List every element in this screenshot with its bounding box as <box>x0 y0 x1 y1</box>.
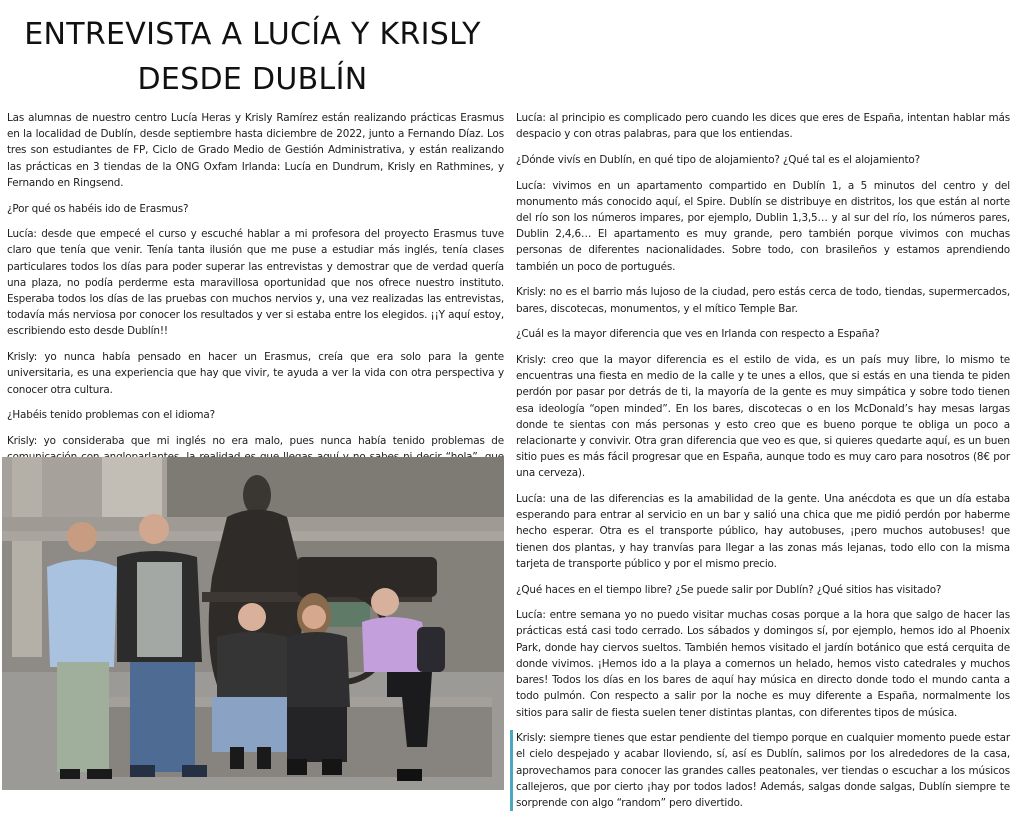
answer-lucia-differences: Lucía: una de las diferencias es la amabilidad de la gente. Una anécdota es que un día estaba esperando para entrar al servicio en un bar y salió una chica que me pidió perdón por haberme hecho esperar. Otra es el transporte público, hay autobuses, ¡pero muchos autobuses! que tienen dos plantas, y hay tranvías para llegar a las zonas más lejanas, todo ello con la misma tarjeta de transporte público y por el mismo precio. <box>516 493 1010 570</box>
question-language: ¿Habéis tenido problemas con el idioma? <box>7 409 215 422</box>
title-line-1: ENTREVISTA A LUCÍA Y KRISLY <box>24 17 481 52</box>
question-differences: ¿Cuál es la mayor diferencia que ves en Irlanda con respecto a España? <box>516 328 880 341</box>
group-photo <box>2 457 504 790</box>
answer-lucia-language: Lucía: al principio es complicado pero cuando les dices que eres de España, intentan hablar más despacio y con otras palabras, para que los entiendas. <box>516 112 1010 141</box>
answer-lucia-free-time: Lucía: entre semana yo no puedo visitar muchas cosas porque a la hora que salgo de hacer las prácticas está casi todo cerrado. Los sábados y domingos sí, por ejemplo, hemos ido al Phoenix Park, donde hay ciervos sueltos. También hemos visitado el jardín botánico que está cerquita de donde vivimos. ¡Hemos ido a la playa a comernos un helado, hemos visto catedrales y muchos bares! Todos los días en los bares de aquí hay música en directo donde todo el mundo canta a todo pulmón. Con respecto a salir por la noche es muy diferente a España, normalmente los sitios para salir de fiesta suelen tener distintas plantas, con diferentes tipos de música. <box>516 609 1010 719</box>
intro-paragraph: Las alumnas de nuestro centro Lucía Heras y Krisly Ramírez están realizando prácticas Erasmus en la localidad de Dublín, desde septiembre hasta diciembre de 2022, junto a Fernando Díaz. Los tres son estudiantes de FP, Ciclo de Grado Medio de Gestión Administrativa, y están realizando las prácticas en 3 tiendas de la ONG Oxfam Irlanda: Lucía en Dundrum, Krisly en Rathmines, y Fernando en Ringsend. <box>7 112 504 189</box>
question-why-erasmus: ¿Por qué os habéis ido de Erasmus? <box>7 202 189 215</box>
answer-lucia-accommodation: Lucía: vivimos en un apartamento compartido en Dublín 1, a 5 minutos del centro y del monumento más conocido aquí, el Spire. Dublín se distribuye en distritos, los que están al norte del río son los números impares, por ejemplo, Dublin 1,3,5… y al sur del río, los números pares, Dublin 2,4,6… El apartamento es muy grande, pero también porque vivimos con muchas personas de diferentes nacionalidades. Sobre todo, con brasileños y estamos aprendiendo también un poco de portugués. <box>516 179 1010 273</box>
answer-krisly-differences: Krisly: creo que la mayor diferencia es el estilo de vida, es un país muy libre, lo mismo te encuentras una fiesta en medio de la calle y te unes a ellos, que si estás en una tienda te piden perdón por pasar por detrás de ti, la mayoría de la gente es muy simpática y sobre todo tienen esa ideología “open minded”. En los bares, discotecas o en los McDonald’s hay mesas largas donde te sientas con más personas y esto creo que es bueno porque te obliga un poco a relacionarte y convivir. Otra gran diferencia que veo es que, si quieres quedarte aquí, es un buen sitio pues es más fácil progresar que en España, aunque todo es muy caro para nosotros (8€ por una cerveza). <box>516 353 1010 480</box>
question-free-time: ¿Qué haces en el tiempo libre? ¿Se puede salir por Dublín? ¿Qué sitios has visitado? <box>516 583 942 596</box>
question-accommodation: ¿Dónde vivís en Dublín, en qué tipo de alojamiento? ¿Qué tal es el alojamiento? <box>516 153 920 166</box>
answer-krisly-accommodation: Krisly: no es el barrio más lujoso de la ciudad, pero estás cerca de todo, tiendas, supermercados, bares, discotecas, monumentos, y el mítico Temple Bar. <box>516 286 1010 315</box>
title-line-2: DESDE DUBLÍN <box>137 62 368 97</box>
right-column <box>516 110 1010 821</box>
article-title <box>0 12 505 102</box>
answer-lucia-why-erasmus: Lucía: desde que empecé el curso y escuché hablar a mi profesora del proyecto Erasmus tuve claro que tenía que venir. Tenía tanta ilusión que me puse a estudiar más inglés, tenía clases particulares todos los días para poder superar las entrevistas y demostrar que de verdad quería una plaza, no podía perderme esta maravillosa oportunidad que nos ofrece nuestro instituto. Esperaba todos los días de las pruebas con muchos nervios y, una vez realizadas las entrevistas, todavía más nerviosa por conocer los resultados y ver si estaba entre los elegidos. ¡¡Y aquí estoy, escribiendo esto desde Dublín!! <box>7 228 504 338</box>
answer-krisly-why-erasmus: Krisly: yo nunca había pensado en hacer un Erasmus, creía que era solo para la gente universitaria, es una experiencia que hay que vivir, te ayuda a ver la vida con otra perspectiva y conocer otra cultura. <box>7 351 504 396</box>
answer-krisly-language: Krisly: yo consideraba que mi inglés no era malo, pues nunca había tenido problemas de <box>7 434 504 447</box>
answer-krisly-free-time[interactable]: Krisly: siempre tienes que estar pendiente del tiempo porque en cualquier momento puede estar el cielo despejado y acabar lloviendo, sí, así es Dublín, salimos por los alrededores de la casa, aprovechamos para conocer las grandes calles peatonales, ver tiendas o escuchar a los músicos callejeros, que por cierto ¡hay por todos lados! Además, salgas donde salgas, Dublín siempre te sorprende con algo “random” pero divertido. <box>510 730 1010 811</box>
